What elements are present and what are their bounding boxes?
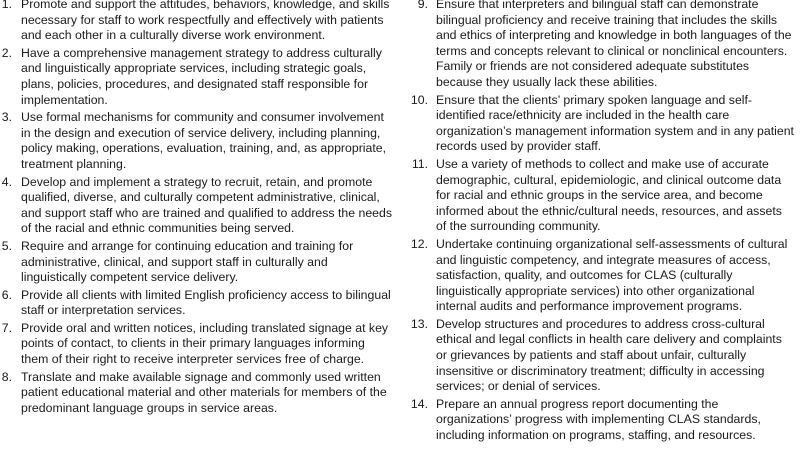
item-text: Have a comprehensive management strategy to address culturally and linguistically appropriate services, including strategic goals, plans, policies, procedures, and designated staff responsible for implementation. <box>21 45 382 107</box>
list-item <box>406 237 794 315</box>
item-number: 13. <box>410 316 428 331</box>
list-item <box>406 93 794 155</box>
list-item <box>406 317 794 395</box>
item-text: Use formal mechanisms for community and consumer involvement in the design and execution of service delivery, including planning, policy making, operations, evaluation, training, and, as appropriate, treatment planning. <box>21 110 387 171</box>
list-item <box>0 0 392 44</box>
item-text: Translate and make available signage and commonly used written patient educational material and other materials for members of the predominant language groups in service areas. <box>21 369 387 415</box>
item-number: 7. <box>1 320 12 335</box>
list-item <box>0 46 392 108</box>
list-item <box>0 321 392 368</box>
item-text: Ensure that interpreters and bilingual staff can demonstrate bilingual proficiency and receive training that includes the skills and ethics of interpreting and knowledge in both languages of the terms and concepts relevant to clinical or nonclinical encounters. Family or friends are not considered adequate substitutes because they usually lack these abilities. <box>436 0 792 89</box>
item-number: 9. <box>417 0 428 11</box>
list-item <box>406 0 794 91</box>
item-number: 11. <box>411 156 428 171</box>
item-text: Ensure that the clients’ primary spoken language and self-identified race/ethnicity are included in the health care organization’s management information system and in any patient records used by provider staff. <box>436 92 794 154</box>
item-text: Provide oral and written notices, including translated signage at key points of contact, to clients in their primary languages informing them of their right to receive interpreter services free of charge. <box>21 320 389 367</box>
item-text: Undertake continuing organizational self-assessments of cultural and linguistic competency, and integrate measures of access, satisfaction, quality, and outcomes for CLAS (culturally linguistically appropriate services) into other organizational internal audits and performance improvement programs. <box>436 236 788 314</box>
item-text: Develop and implement a strategy to recruit, retain, and promote qualified, diverse, and culturally competent administrative, clinical, and support staff who are trained and qualified to address the needs of the racial and ethnic communities being served. <box>21 174 392 236</box>
list-item <box>0 370 392 417</box>
item-number: 14. <box>410 396 428 411</box>
item-text: Use a variety of methods to collect and make use of accurate demographic, cultural, epidemiologic, and clinical outcome data for racial and ethnic groups in the service area, and become informed about the ethnic/cultural needs, resources, and assets of the surrounding community. <box>436 156 782 234</box>
item-number: 12. <box>410 236 428 251</box>
item-text: Provide all clients with limited English proficiency access to bilingual staff or interpretation services. <box>21 287 391 318</box>
item-number: 10. <box>410 92 428 107</box>
list-item <box>0 239 392 286</box>
item-number: 8. <box>1 369 12 384</box>
item-number: 6. <box>1 287 12 302</box>
item-text: Promote and support the attitudes, behaviors, knowledge, and skills necessary for staff to work respectfully and effectively with patients and each other in a culturally diverse work environment. <box>21 0 390 43</box>
standards-list-left <box>0 0 392 418</box>
item-text: Develop structures and procedures to address cross-cultural ethical and legal conflicts in health care delivery and complaints or grievances by patients and staff about unfair, culturally insensitive or discriminatory treatment; difficulty in accessing services; or denial of services. <box>436 316 782 394</box>
item-number: 1. <box>1 0 12 11</box>
item-number: 5. <box>1 238 12 253</box>
list-item <box>406 397 794 444</box>
item-text: Require and arrange for continuing education and training for administrative, clinical, and support staff in culturally and linguistically competent service delivery. <box>21 238 354 285</box>
list-item <box>0 288 392 319</box>
item-text: Prepare an annual progress report documenting the organizations’ progress with implementing CLAS standards, including information on programs, staffing, and resources. <box>436 396 761 443</box>
item-number: 4. <box>1 174 12 189</box>
item-number: 3. <box>1 110 12 125</box>
list-item <box>406 157 794 235</box>
list-item <box>0 110 392 172</box>
list-item <box>0 175 392 237</box>
item-number: 2. <box>1 45 12 60</box>
standards-list-right <box>406 0 794 446</box>
